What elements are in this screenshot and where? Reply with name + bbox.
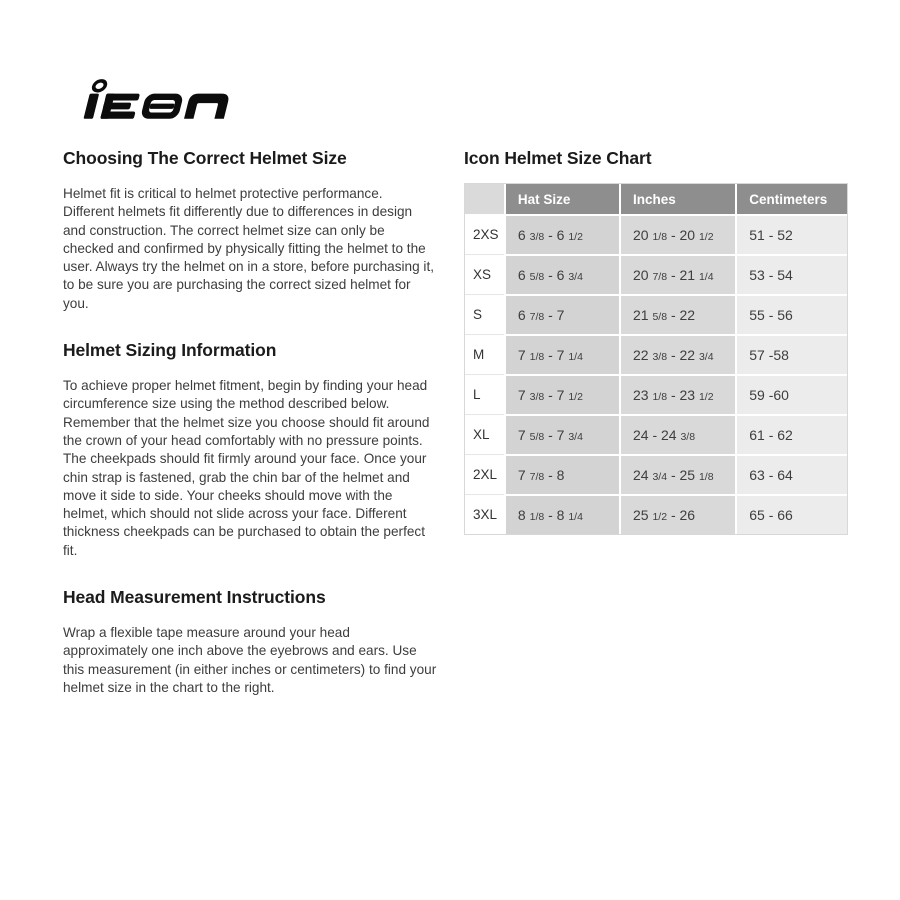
centimeters-value: 51 - 52 bbox=[735, 214, 847, 254]
inches-value: 23 1/8 - 23 1/2 bbox=[619, 374, 735, 414]
size-label: 2XS bbox=[465, 214, 504, 254]
inches-value: 22 3/8 - 22 3/4 bbox=[619, 334, 735, 374]
centimeters-value: 53 - 54 bbox=[735, 254, 847, 294]
hat-size-value: 7 5/8 - 7 3/4 bbox=[504, 414, 619, 454]
centimeters-value: 63 - 64 bbox=[735, 454, 847, 494]
centimeters-value: 55 - 56 bbox=[735, 294, 847, 334]
column-header-hat-size: Hat Size bbox=[504, 184, 619, 214]
size-chart-title: Icon Helmet Size Chart bbox=[464, 148, 652, 168]
size-label: 3XL bbox=[465, 494, 504, 534]
table-row bbox=[465, 334, 847, 374]
hat-size-value: 7 3/8 - 7 1/2 bbox=[504, 374, 619, 414]
section-body: Wrap a flexible tape measure around your head approximately one inch above the eyebrows and ears. Use this measurement (in either inches or centimeters) to find your helmet size in the chart to the right. bbox=[63, 625, 437, 695]
table-row bbox=[465, 254, 847, 294]
size-label: M bbox=[465, 334, 504, 374]
hat-size-value: 7 1/8 - 7 1/4 bbox=[504, 334, 619, 374]
icon-brand-logo bbox=[62, 79, 240, 123]
inches-value: 20 1/8 - 20 1/2 bbox=[619, 214, 735, 254]
inches-value: 24 3/4 - 25 1/8 bbox=[619, 454, 735, 494]
hat-size-value: 8 1/8 - 8 1/4 bbox=[504, 494, 619, 534]
table-row bbox=[465, 294, 847, 334]
section-body: To achieve proper helmet fitment, begin by finding your head circumference size using the method described below. Remember that the helmet size you choose should fit around the crown of your head comfortably with no pressure points. The cheekpads should fit firmly around your face. Once your chin strap is fastened, grab the chin bar of the helmet and move it side to side. Your cheeks should move with the helmet, which should not slide across your face. Different thickness cheekpads can be purchased to obtain the perfect fit. bbox=[63, 378, 430, 558]
section-heading: Helmet Sizing Information bbox=[63, 340, 277, 361]
table-row bbox=[465, 214, 847, 254]
section-measurement-instructions bbox=[63, 585, 437, 697]
size-label: L bbox=[465, 374, 504, 414]
size-label: XS bbox=[465, 254, 504, 294]
table-row bbox=[465, 414, 847, 454]
section-heading: Head Measurement Instructions bbox=[63, 587, 326, 608]
section-heading: Choosing The Correct Helmet Size bbox=[63, 148, 347, 168]
size-label: XL bbox=[465, 414, 504, 454]
hat-size-value: 6 3/8 - 6 1/2 bbox=[504, 214, 619, 254]
hat-size-value: 6 5/8 - 6 3/4 bbox=[504, 254, 619, 294]
table-row bbox=[465, 454, 847, 494]
inches-value: 25 1/2 - 26 bbox=[619, 494, 735, 534]
icon-logo-icon bbox=[62, 79, 240, 123]
hat-size-value: 7 7/8 - 8 bbox=[504, 454, 619, 494]
section-sizing-information bbox=[63, 338, 437, 560]
inches-value: 24 - 24 3/8 bbox=[619, 414, 735, 454]
centimeters-value: 59 -60 bbox=[735, 374, 847, 414]
table-corner-cell bbox=[465, 184, 504, 214]
table-row bbox=[465, 494, 847, 534]
centimeters-value: 61 - 62 bbox=[735, 414, 847, 454]
size-chart-panel bbox=[464, 146, 848, 535]
hat-size-value: 6 7/8 - 7 bbox=[504, 294, 619, 334]
column-header-centimeters: Centimeters bbox=[735, 184, 847, 214]
centimeters-value: 57 -58 bbox=[735, 334, 847, 374]
inches-value: 20 7/8 - 21 1/4 bbox=[619, 254, 735, 294]
inches-value: 21 5/8 - 22 bbox=[619, 294, 735, 334]
size-label: 2XL bbox=[465, 454, 504, 494]
section-body: Helmet fit is critical to helmet protective performance. Different helmets fit differently due to differences in design and construction. The correct helmet size can only be checked and confirmed by physically fitting the helmet to the user. Always try the helmet on in a store, before purchasing it, to be sure you are purchasing the correct sized helmet for you. bbox=[63, 186, 434, 311]
size-label: S bbox=[465, 294, 504, 334]
table-row bbox=[465, 374, 847, 414]
table-header-row bbox=[465, 184, 847, 214]
section-choosing-helmet-size bbox=[63, 146, 437, 313]
instructions-column bbox=[63, 146, 437, 697]
helmet-size-table bbox=[464, 183, 848, 535]
column-header-inches: Inches bbox=[619, 184, 735, 214]
centimeters-value: 65 - 66 bbox=[735, 494, 847, 534]
